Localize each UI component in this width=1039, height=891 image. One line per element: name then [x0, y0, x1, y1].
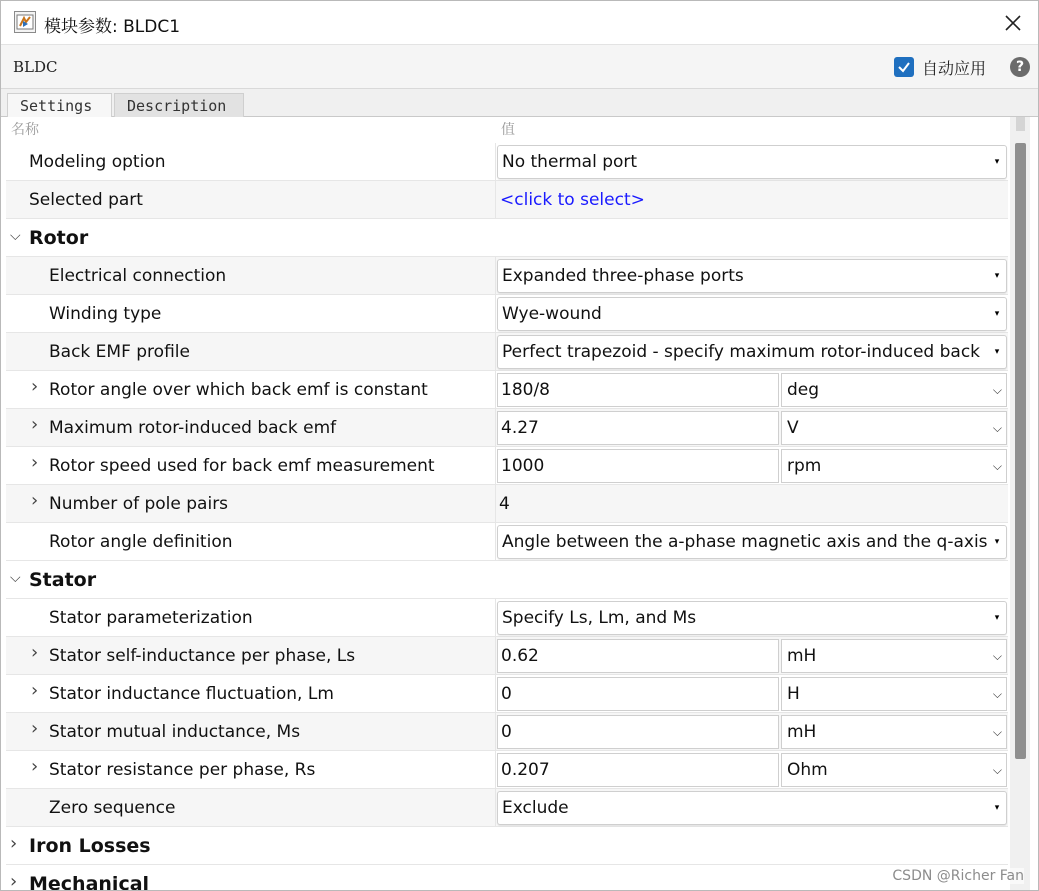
value-cell	[495, 599, 1008, 637]
unit-value: Ohm	[787, 760, 828, 780]
parameter-table	[6, 117, 1008, 891]
parameter-name: Stator parameterization	[49, 608, 253, 628]
column-header-name: 名称	[11, 122, 39, 138]
chevron-right-icon[interactable]: ›	[31, 642, 39, 663]
unit-dropdown[interactable]	[781, 715, 1007, 749]
dropdown-arrow-icon: ▾	[992, 526, 1002, 558]
parameter-row	[6, 447, 1008, 485]
dropdown-value: Expanded three-phase ports	[502, 266, 744, 286]
value-cell	[495, 333, 1008, 371]
chevron-down-icon: ⌵	[992, 649, 1002, 663]
scrollbar-top-track	[1016, 117, 1025, 131]
unit-dropdown[interactable]	[781, 677, 1007, 711]
parameter-row	[6, 409, 1008, 447]
section-title: Mechanical	[29, 873, 150, 891]
value-dropdown[interactable]	[497, 601, 1007, 635]
parameter-row	[6, 751, 1008, 789]
help-icon[interactable]: ?	[1010, 57, 1030, 77]
chevron-down-icon: ⌵	[992, 725, 1002, 739]
chevron-down-icon: ⌵	[992, 763, 1002, 777]
chevron-right-icon[interactable]: ›	[31, 452, 39, 473]
block-header	[1, 45, 1038, 89]
window-title: 模块参数: BLDC1	[44, 17, 181, 37]
watermark: CSDN @Richer Fan	[892, 868, 1024, 884]
chevron-down-icon: ⌵	[992, 383, 1002, 397]
dropdown-value: Angle between the a-phase magnetic axis and the q-axis	[502, 532, 988, 552]
chevron-right-icon[interactable]: ›	[31, 490, 39, 511]
value-dropdown[interactable]	[497, 145, 1007, 179]
value-dropdown[interactable]	[497, 791, 1007, 825]
value-text[interactable]: 4	[499, 494, 510, 514]
value-cell	[495, 713, 1008, 751]
select-part-link[interactable]: <click to select>	[500, 190, 645, 210]
chevron-right-icon[interactable]: ›	[31, 414, 39, 435]
parameter-name: Back EMF profile	[49, 342, 190, 362]
value-dropdown[interactable]	[497, 525, 1007, 559]
unit-dropdown[interactable]	[781, 753, 1007, 787]
parameter-row	[6, 713, 1008, 751]
dropdown-value: Wye-wound	[502, 304, 602, 324]
value-input[interactable]: 0	[497, 715, 779, 749]
parameter-row	[6, 599, 1008, 637]
value-input[interactable]: 1000	[497, 449, 779, 483]
value-dropdown[interactable]	[497, 297, 1007, 331]
parameter-row	[6, 143, 1008, 181]
chevron-down-icon[interactable]: ⌵	[10, 570, 21, 586]
unit-dropdown[interactable]	[781, 373, 1007, 407]
parameter-row	[6, 485, 1008, 523]
unit-dropdown[interactable]	[781, 639, 1007, 673]
value-cell	[495, 295, 1008, 333]
value-cell	[495, 409, 1008, 447]
unit-dropdown[interactable]	[781, 411, 1007, 445]
parameter-name: Number of pole pairs	[49, 494, 229, 514]
column-header-value: 值	[501, 122, 515, 138]
tab-settings[interactable]: Settings	[7, 93, 112, 117]
value-input[interactable]: 180/8	[497, 373, 779, 407]
chevron-right-icon[interactable]: ›	[10, 833, 18, 854]
chevron-right-icon[interactable]: ›	[10, 871, 18, 891]
parameter-name: Rotor angle over which back emf is constant	[49, 380, 428, 400]
dropdown-arrow-icon: ▾	[992, 792, 1002, 824]
chevron-right-icon[interactable]: ›	[31, 680, 39, 701]
autoapply-checkbox[interactable]	[894, 57, 914, 77]
parameter-row	[6, 789, 1008, 827]
chevron-down-icon[interactable]: ⌵	[10, 228, 21, 244]
dropdown-arrow-icon: ▾	[992, 336, 1002, 368]
value-input[interactable]: 0	[497, 677, 779, 711]
checkmark-icon	[894, 57, 914, 77]
close-button[interactable]	[998, 8, 1028, 38]
value-cell	[495, 485, 1008, 523]
value-cell	[495, 257, 1008, 295]
title-bar	[1, 1, 1038, 45]
section-title: Iron Losses	[29, 835, 151, 857]
parameter-name: Stator inductance fluctuation, Lm	[49, 684, 334, 704]
parameter-name: Modeling option	[29, 152, 166, 172]
chevron-right-icon[interactable]: ›	[31, 718, 39, 739]
dropdown-arrow-icon: ▾	[992, 146, 1002, 178]
parameter-rows	[6, 143, 1008, 891]
parameter-row	[6, 675, 1008, 713]
parameter-row	[6, 257, 1008, 295]
parameter-name: Stator resistance per phase, Rs	[49, 760, 316, 780]
section-title: Stator	[29, 569, 97, 591]
section-row[interactable]	[6, 827, 1008, 865]
parameter-name: Rotor angle definition	[49, 532, 233, 552]
block-type-name: BLDC	[13, 58, 58, 76]
unit-value: mH	[787, 646, 817, 666]
autoapply-label: 自动应用	[922, 59, 987, 78]
value-input[interactable]: 0.62	[497, 639, 779, 673]
dropdown-arrow-icon: ▾	[992, 602, 1002, 634]
close-icon	[998, 8, 1028, 38]
parameter-row	[6, 371, 1008, 409]
value-cell	[495, 675, 1008, 713]
chevron-down-icon: ⌵	[992, 687, 1002, 701]
value-cell	[495, 751, 1008, 789]
scrollbar-thumb[interactable]	[1015, 143, 1026, 759]
parameter-row	[6, 181, 1008, 219]
value-cell	[495, 523, 1008, 561]
value-input[interactable]: 4.27	[497, 411, 779, 445]
parameter-row	[6, 295, 1008, 333]
value-cell	[495, 637, 1008, 675]
dropdown-value: Specify Ls, Lm, and Ms	[502, 608, 697, 628]
parameter-name: Rotor speed used for back emf measurement	[49, 456, 435, 476]
unit-value: rpm	[787, 456, 822, 476]
value-dropdown[interactable]	[497, 259, 1007, 293]
parameter-row	[6, 523, 1008, 561]
dropdown-arrow-icon: ▾	[992, 260, 1002, 292]
chevron-right-icon[interactable]: ›	[31, 376, 39, 397]
value-cell	[495, 181, 1008, 219]
dropdown-value: No thermal port	[502, 152, 638, 172]
section-row[interactable]	[6, 219, 1008, 257]
dropdown-value: Perfect trapezoid - specify maximum rotor-induced back	[502, 342, 981, 362]
parameter-name: Winding type	[49, 304, 162, 324]
value-dropdown[interactable]	[497, 335, 1007, 369]
parameter-row	[6, 637, 1008, 675]
chevron-down-icon: ⌵	[992, 459, 1002, 473]
chevron-right-icon[interactable]: ›	[31, 756, 39, 777]
value-cell	[495, 371, 1008, 409]
value-input[interactable]: 0.207	[497, 753, 779, 787]
value-cell	[495, 143, 1008, 181]
chevron-down-icon: ⌵	[992, 421, 1002, 435]
parameter-name: Stator mutual inductance, Ms	[49, 722, 301, 742]
value-cell	[495, 789, 1008, 827]
parameter-row	[6, 333, 1008, 371]
value-cell	[495, 447, 1008, 485]
parameter-name: Electrical connection	[49, 266, 227, 286]
parameter-name: Selected part	[29, 190, 143, 210]
parameter-name: Stator self-inductance per phase, Ls	[49, 646, 356, 666]
parameter-name: Maximum rotor-induced back emf	[49, 418, 337, 438]
unit-dropdown[interactable]	[781, 449, 1007, 483]
dropdown-value: Exclude	[502, 798, 569, 818]
tab-description[interactable]: Description	[114, 93, 244, 117]
unit-value: H	[787, 684, 800, 704]
simulink-app-icon	[14, 11, 36, 33]
vertical-scrollbar[interactable]	[1010, 117, 1030, 891]
unit-value: mH	[787, 722, 817, 742]
unit-value: deg	[787, 380, 820, 400]
dropdown-arrow-icon: ▾	[992, 298, 1002, 330]
tab-bar	[1, 89, 1038, 117]
unit-value: V	[787, 418, 799, 438]
parameter-name: Zero sequence	[49, 798, 176, 818]
section-row[interactable]	[6, 865, 1008, 891]
section-title: Rotor	[29, 227, 89, 249]
section-row[interactable]	[6, 561, 1008, 599]
